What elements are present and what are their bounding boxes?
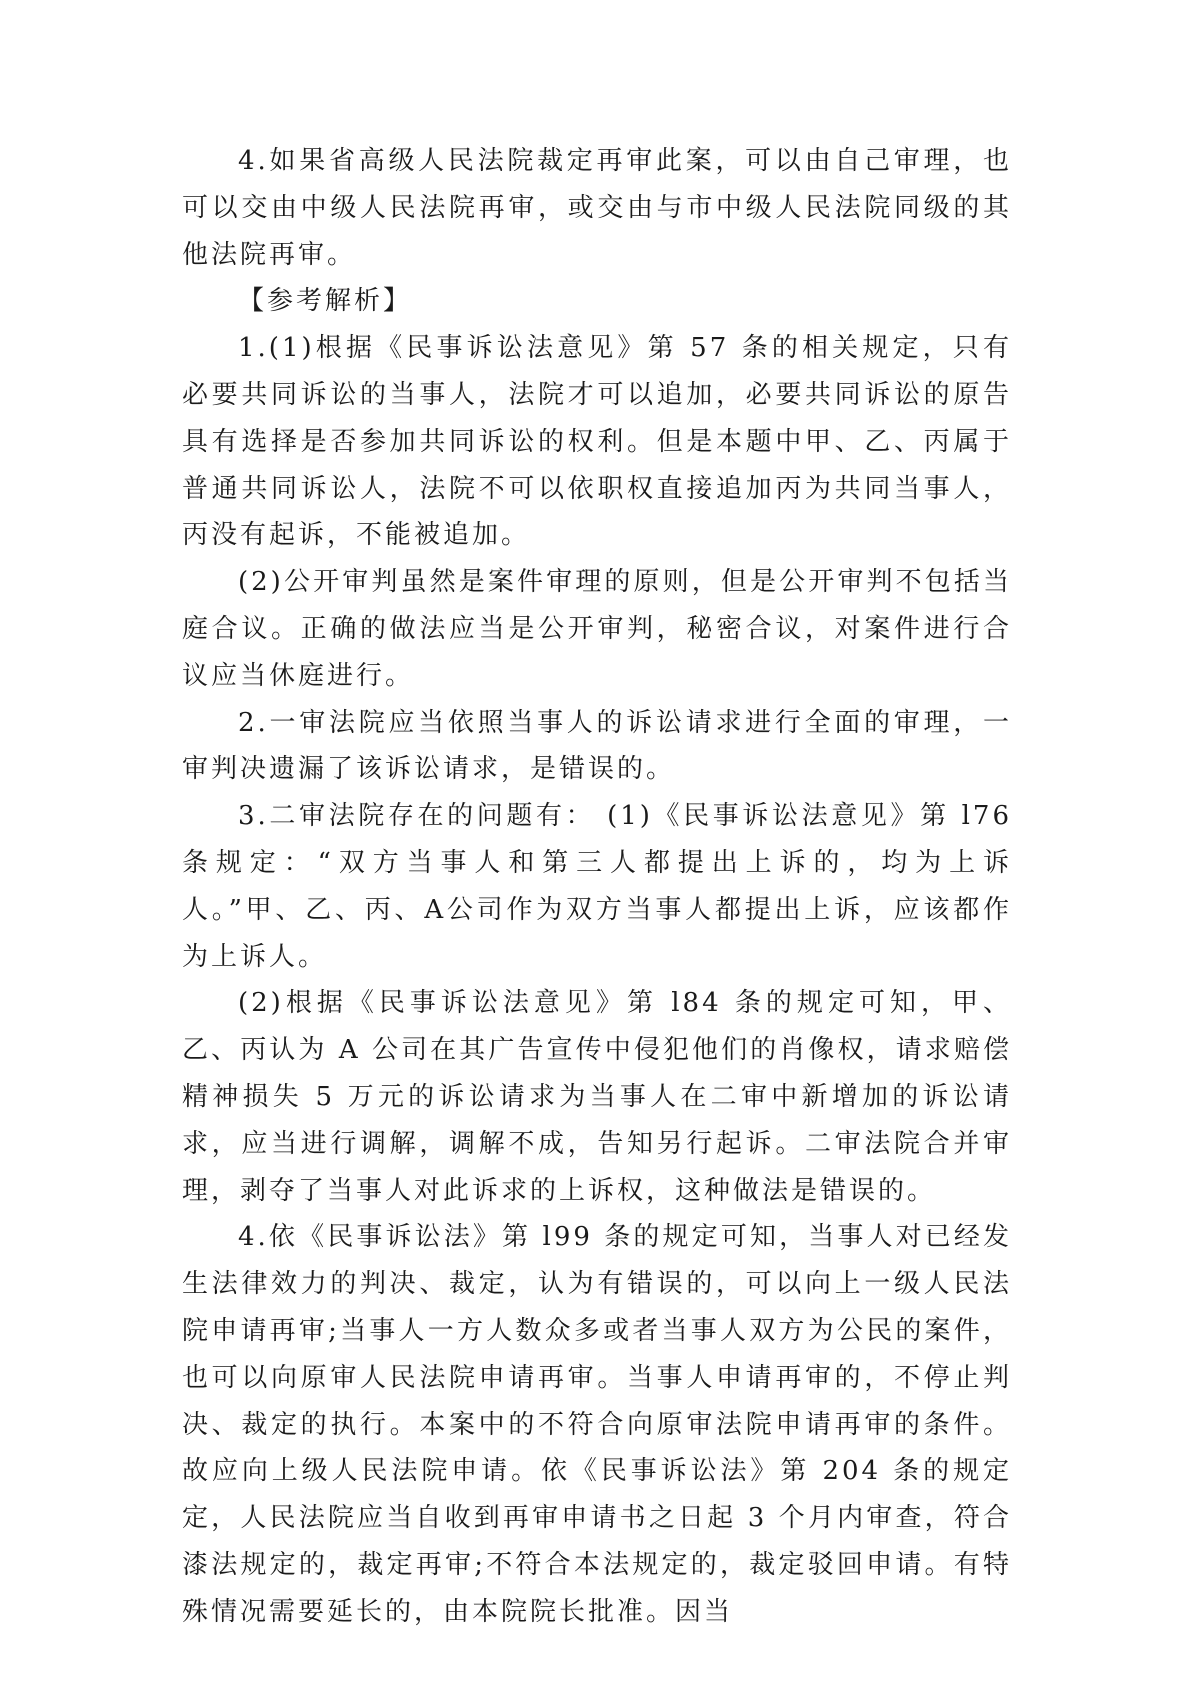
paragraph-analysis-1-2: (2)公开审判虽然是案件审理的原则，但是公开审判不包括当庭合议。正确的做法应当是公开审判，秘密合议，对案件进行合议应当休庭进行。 [182,567,1012,691]
paragraph-analysis-4: 4.依《民事诉讼法》第 l99 条的规定可知，当事人对已经发生法律效力的判决、裁定，认为有错误的，可以向上一级人民法院申请再审;当事人一方人数众多或者当事人双方为公民的案件，也可以向原审人民法院申请再审。当事人申请再审的，不停止判决、裁定的执行。本案中的不符合向原审法院申请再审的条件。故应向上级人民法院申请。依《民事诉讼法》第 204 条的规定定，人民法院应当自收到再审申请书之日起 3 个月内审查，符合漆法规定的，裁定再审;不符合本法规定的，裁定驳回申请。有特殊情况需要延长的，由本院院长批准。因当 [182,1222,1012,1627]
paragraph-analysis-2: 2.一审法院应当依照当事人的诉讼请求进行全面的审理，一审判决遗漏了该诉讼请求，是错误的。 [182,707,1012,785]
paragraph-analysis-1-1: 1.(1)根据《民事诉讼法意见》第 57 条的相关规定，只有必要共同诉讼的当事人，法院才可以追加，必要共同诉讼的原告具有选择是否参加共同诉讼的权利。但是本题中甲、乙、丙属于普通共同诉讼人，法院不可以依职权直接追加丙为共同当事人，丙没有起诉，不能被追加。 [182,333,1012,551]
paragraph-analysis-3-2: (2)根据《民事诉讼法意见》第 l84 条的规定可知，甲、乙、丙认为 A 公司在其广告宣传中侵犯他们的肖像权，请求赔偿精神损失 5 万元的诉讼请求为当事人在二审中新增加的诉讼请求，应当进行调解，调解不成，告知另行起诉。二审法院合并审理，剥夺了当事人对此诉求的上诉权，这种做法是错误的。 [182,988,1012,1206]
section-heading-reference-analysis: 【参考解析】 [238,286,413,317]
document-page [182,138,1012,1636]
paragraph-analysis-3-1: 3.二审法院存在的问题有： (1)《民事诉讼法意见》第 l76 条规定：“双方当事人和第三人都提出上诉的，均为上诉人。”甲、乙、丙、A公司作为双方当事人都提出上诉，应该都作为上诉人。 [182,801,1012,972]
paragraph-retrial-jurisdiction: 4.如果省高级人民法院裁定再审此案，可以由自己审理，也可以交由中级人民法院再审，或交由与市中级人民法院同级的其他法院再审。 [182,146,1012,270]
